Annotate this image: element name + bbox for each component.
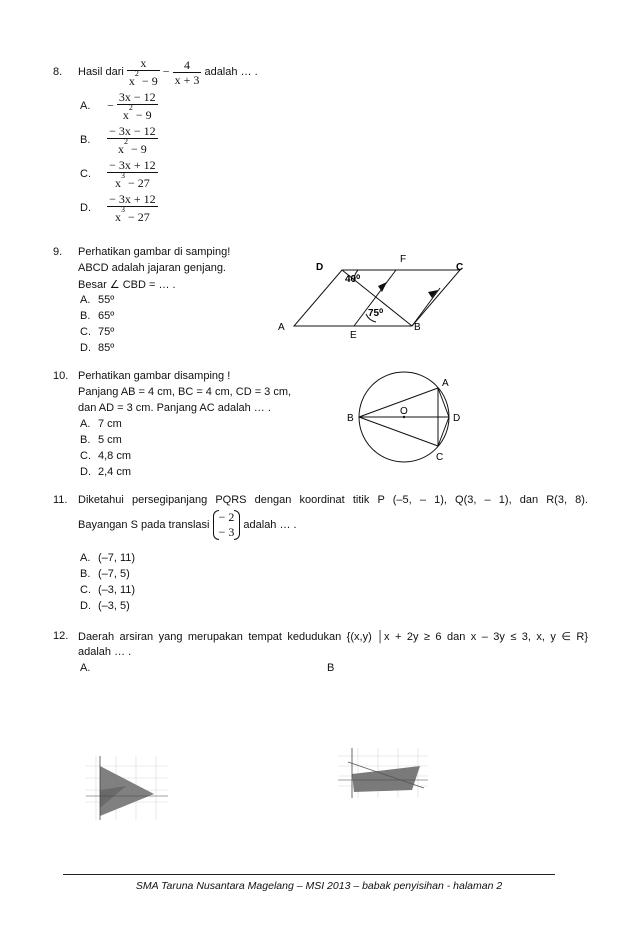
angle-label-75: 75⁰ bbox=[368, 308, 384, 319]
option-c[interactable]: C. 4,8 cm bbox=[80, 450, 132, 462]
label-d: D bbox=[453, 413, 461, 424]
question-line: Besar ∠ CBD = … . bbox=[78, 279, 176, 291]
vector-bottom: − 3 bbox=[218, 525, 235, 539]
question-stem bbox=[78, 56, 258, 88]
option-fraction bbox=[107, 192, 158, 224]
option-letter: C. bbox=[80, 168, 91, 180]
option-c[interactable] bbox=[80, 158, 158, 190]
question-line: adalah … . bbox=[78, 646, 132, 658]
footer-divider bbox=[63, 874, 555, 875]
fraction-denominator: $x^2 - 9$ bbox=[117, 137, 147, 156]
option-d[interactable]: D. 2,4 cm bbox=[80, 466, 132, 478]
option-d[interactable]: D. (–3, 5) bbox=[80, 600, 130, 612]
option-a-label[interactable]: A. bbox=[80, 662, 91, 674]
question-number: 10. bbox=[53, 370, 69, 382]
label-c: C bbox=[436, 452, 444, 463]
segment-b-arrow bbox=[412, 288, 440, 326]
option-b[interactable]: B. 5 cm bbox=[80, 434, 122, 446]
option-letter: D. bbox=[80, 202, 91, 214]
question-line: Diketahui persegipanjang PQRS dengan koordinat titik P (–5, – 1), Q(3, – 1), dan R(3, 8). bbox=[78, 494, 588, 506]
option-c[interactable]: C. 75º bbox=[80, 326, 115, 338]
fraction-denominator: $x^2 - 9$ bbox=[122, 103, 152, 122]
chord-cd bbox=[438, 417, 449, 446]
fraction-numerator: − 3x + 12 bbox=[109, 192, 156, 206]
translation-vector bbox=[213, 510, 241, 540]
question-number: 12. bbox=[53, 630, 69, 642]
parallelogram-figure bbox=[270, 248, 480, 344]
option-c[interactable]: C. (–3, 11) bbox=[80, 584, 136, 596]
stem-prefix: Hasil dari bbox=[78, 66, 124, 78]
fraction-1 bbox=[127, 56, 160, 88]
option-b[interactable]: B. 65º bbox=[80, 310, 115, 322]
question-line: Perhatikan gambar disamping ! bbox=[78, 370, 231, 382]
label-e: E bbox=[350, 330, 357, 341]
fraction-2 bbox=[173, 58, 202, 87]
label-c: C bbox=[456, 262, 464, 273]
fraction-denominator: $x^3 - 27$ bbox=[114, 205, 150, 224]
stem-suffix: adalah … . bbox=[204, 66, 258, 78]
question-number: 11. bbox=[53, 494, 68, 506]
fraction-denominator: x + 3 bbox=[174, 72, 200, 87]
question-line: ABCD adalah jajaran genjang. bbox=[78, 262, 226, 274]
question-line: dan AD = 3 cm. Panjang AC adalah … . bbox=[78, 402, 271, 414]
chord-bc bbox=[359, 417, 438, 446]
option-b[interactable]: B. (–7, 5) bbox=[80, 568, 130, 580]
option-letter: A. bbox=[80, 100, 91, 112]
page-footer: SMA Taruna Nusantara Magelang – MSI 2013 – babak penyisihan - halaman 2 bbox=[135, 880, 503, 892]
line-suffix: adalah … . bbox=[243, 519, 297, 531]
fraction-numerator: x bbox=[127, 56, 160, 71]
vector-top: − 2 bbox=[218, 510, 235, 524]
option-fraction bbox=[107, 124, 158, 156]
graph-option-a[interactable] bbox=[86, 756, 168, 820]
minus-sign: − bbox=[162, 64, 170, 79]
question-line: Daerah arsiran yang merupakan tempat kedudukan {(x,y) │x + 2y ≥ 6 dan x – 3y ≤ 3, x, y ∈ R} bbox=[78, 631, 588, 643]
option-a[interactable]: A. 55º bbox=[80, 294, 115, 306]
label-b: B bbox=[347, 413, 354, 424]
fraction-numerator: − 3x + 12 bbox=[109, 158, 156, 172]
angle-label-40: 40⁰ bbox=[345, 274, 361, 285]
label-o: O bbox=[400, 406, 408, 417]
chord-ba bbox=[359, 388, 438, 417]
label-b: B bbox=[414, 322, 421, 333]
line-prefix: Bayangan S pada translasi bbox=[78, 519, 210, 531]
label-d: D bbox=[316, 262, 324, 273]
label-f: F bbox=[400, 254, 407, 265]
chord-ad bbox=[438, 388, 449, 417]
option-b[interactable] bbox=[80, 124, 158, 156]
option-letter: B. bbox=[80, 134, 91, 146]
circle-figure bbox=[340, 368, 470, 468]
option-a[interactable] bbox=[80, 90, 158, 122]
question-line: Panjang AB = 4 cm, BC = 4 cm, CD = 3 cm, bbox=[78, 386, 292, 398]
fraction-denominator: $x^2 - 9$ bbox=[128, 69, 158, 88]
fraction-numerator: − 3x − 12 bbox=[109, 124, 156, 138]
arrow-head-ef bbox=[378, 282, 387, 292]
label-a: A bbox=[442, 378, 449, 389]
option-fraction bbox=[117, 90, 158, 122]
graph-option-b[interactable] bbox=[338, 748, 428, 798]
shaded-region bbox=[352, 766, 420, 792]
option-b-label[interactable]: B bbox=[327, 662, 335, 674]
fraction-numerator: 3x − 12 bbox=[118, 90, 156, 104]
option-sign: − bbox=[107, 98, 114, 113]
option-a[interactable]: A. 7 cm bbox=[80, 418, 122, 430]
question-line: Perhatikan gambar di samping! bbox=[78, 246, 231, 258]
question-number: 9. bbox=[53, 246, 63, 258]
option-d[interactable]: D. 85º bbox=[80, 342, 115, 354]
fraction-numerator: 4 bbox=[173, 58, 202, 73]
label-a: A bbox=[278, 322, 285, 333]
option-a[interactable]: A. (–7, 11) bbox=[80, 552, 136, 564]
fraction-denominator: $x^3 - 27$ bbox=[114, 171, 150, 190]
question-number: 8. bbox=[53, 66, 63, 78]
option-d[interactable] bbox=[80, 192, 158, 224]
translation-line bbox=[78, 510, 297, 540]
option-fraction bbox=[107, 158, 158, 190]
